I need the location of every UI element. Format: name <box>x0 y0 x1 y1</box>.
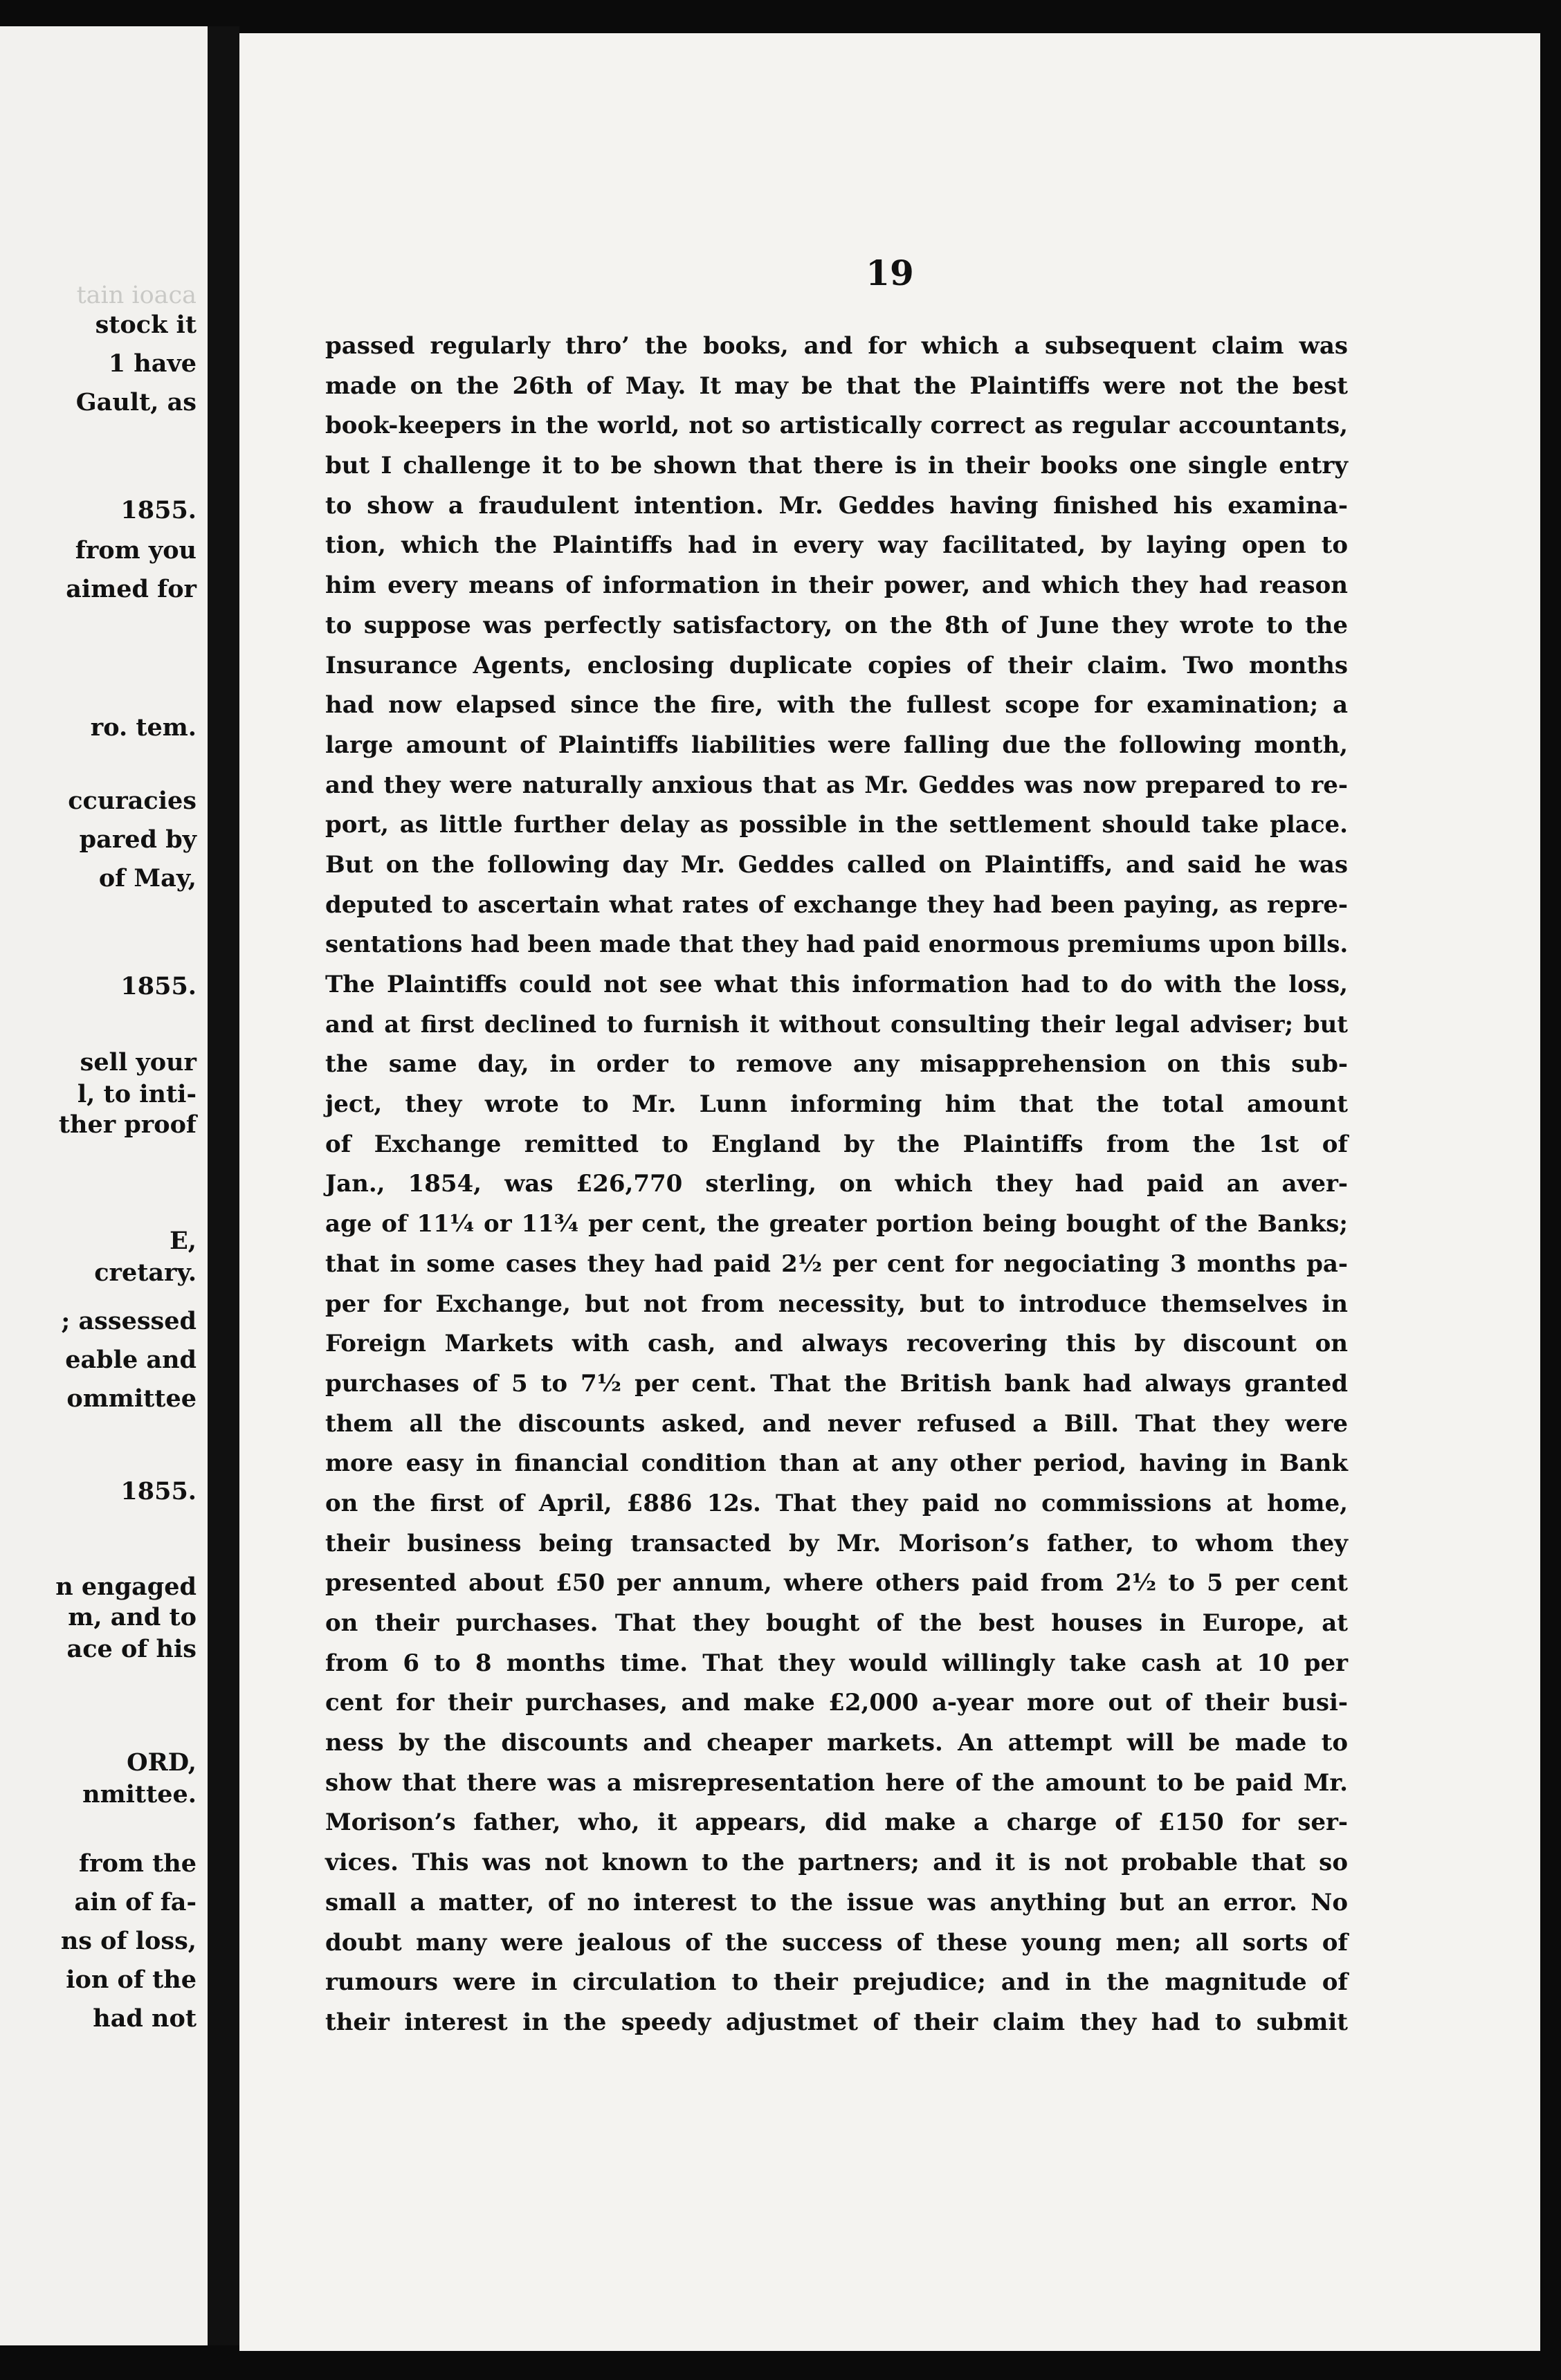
facing-page-text: 1855. <box>120 972 197 1000</box>
text-line: purchases of 5 to 7½ per cent. That the British bank had always granted <box>325 1369 1348 1398</box>
facing-page-text: aimed for <box>66 575 197 603</box>
page-number: 19 <box>866 253 914 293</box>
text-line: rumours were in circulation to their prejudice; and in the magnitude of <box>325 1968 1348 1997</box>
text-line: presented about £50 per annum, where others paid from 2½ to 5 per cent <box>325 1569 1348 1598</box>
text-line: to suppose was perfectly satisfactory, on the 8th of June they wrote to the <box>325 611 1348 639</box>
facing-page-text: from the <box>79 1849 197 1878</box>
facing-page-text: l, to inti- <box>77 1080 197 1108</box>
text-line: tion, which the Plaintiffs had in every way facilitated, by laying open to <box>325 531 1348 560</box>
text-line: Morison’s father, who, it appears, did make a charge of £150 for ser- <box>325 1809 1348 1837</box>
text-line: age of 11¼ or 11¾ per cent, the greater portion being bought of the Banks; <box>325 1210 1348 1238</box>
text-line: But on the following day Mr. Geddes called on Plaintiffs, and said he was <box>325 850 1348 879</box>
text-line: cent for their purchases, and make £2,000 a-year more out of their busi- <box>325 1689 1348 1717</box>
facing-page-text: ns of loss, <box>60 1927 197 1955</box>
facing-page-text: ccuracies <box>68 787 197 815</box>
facing-page-text: E, <box>170 1227 197 1255</box>
text-line: small a matter, of no interest to the issue was anything but an error. No <box>325 1888 1348 1916</box>
text-line: them all the discounts asked, and never refused a Bill. That they were <box>325 1409 1348 1438</box>
text-line: him every means of information in their power, and which they had reason <box>325 571 1348 600</box>
facing-page-text: ace of his <box>66 1635 197 1663</box>
body-text <box>325 327 1348 2043</box>
facing-page-text: sell your <box>80 1048 197 1077</box>
facing-page-text: stock it <box>95 311 197 339</box>
text-line: on their purchases. That they bought of the best houses in Europe, at <box>325 1609 1348 1637</box>
facing-page-text: Gault, as <box>75 388 197 416</box>
text-line: Jan., 1854, was £26,770 sterling, on which they had paid an aver- <box>325 1170 1348 1198</box>
text-line: the same day, in order to remove any misapprehension on this sub- <box>325 1050 1348 1079</box>
facing-page-text: tain ioaca <box>76 282 197 309</box>
book-gutter <box>208 26 239 2345</box>
facing-page-text: ther proof <box>58 1110 197 1139</box>
text-line: sentations had been made that they had paid enormous premiums upon bills. <box>325 931 1349 959</box>
facing-page-text: ro. tem. <box>90 713 197 742</box>
text-line: but I challenge it to be shown that there is in their books one single entry <box>325 452 1348 480</box>
text-line: per for Exchange, but not from necessity, but to introduce themselves in <box>325 1290 1348 1318</box>
facing-page-text: had not <box>93 2004 197 2033</box>
facing-page-text: cretary. <box>94 1258 197 1287</box>
facing-page-text: of May, <box>98 864 197 892</box>
facing-page-text: 1855. <box>120 1477 197 1505</box>
facing-page-text: from you <box>75 536 197 565</box>
facing-page-text: ; assessed <box>61 1307 197 1335</box>
text-line: show that there was a misrepresentation here of the amount to be paid Mr. <box>325 1768 1348 1797</box>
text-line: The Plaintiffs could not see what this information had to do with the loss, <box>325 971 1348 998</box>
facing-page-text: 1855. <box>120 496 197 524</box>
facing-page-text: ORD, <box>127 1748 197 1777</box>
text-line: doubt many were jealous of the success of these young men; all sorts of <box>325 1928 1348 1957</box>
text-line: more easy in financial condition than at any other period, having in Bank <box>325 1449 1348 1478</box>
document-page <box>239 33 1540 2351</box>
text-line: ness by the discounts and cheaper markets. An attempt will be made to <box>325 1729 1348 1757</box>
text-line: vices. This was not known to the partners; and it is not probable that so <box>325 1849 1348 1877</box>
text-line: deputed to ascertain what rates of exchange they had been paying, as repre- <box>325 890 1348 919</box>
text-line: and they were naturally anxious that as Mr. Geddes was now prepared to re- <box>325 771 1348 799</box>
text-line: had now elapsed since the fire, with the fullest scope for examination; a <box>325 691 1348 720</box>
facing-page-text: ommittee <box>66 1384 197 1413</box>
text-line: of Exchange remitted to England by the Plaintiffs from the 1st of <box>325 1130 1348 1158</box>
text-line: their interest in the speedy adjustmet of their claim they had to submit <box>325 2008 1348 2036</box>
text-line: and at first declined to furnish it without consulting their legal adviser; but <box>325 1010 1348 1038</box>
facing-page-text: ain of fa- <box>74 1888 197 1916</box>
facing-page-text: 1 have <box>108 349 197 378</box>
text-line: to show a fraudulent intention. Mr. Geddes having finished his examina- <box>325 491 1348 520</box>
text-line: large amount of Plaintiffs liabilities were falling due the following month, <box>325 731 1348 759</box>
text-line: port, as little further delay as possible in the settlement should take place. <box>325 811 1348 839</box>
text-line: that in some cases they had paid 2½ per cent for negociating 3 months pa- <box>325 1250 1348 1278</box>
facing-page-text: pared by <box>79 825 197 854</box>
facing-page-text: n engaged <box>55 1573 197 1601</box>
text-line: passed regularly thro’ the books, and for which a subsequent claim was <box>325 332 1348 360</box>
text-line: ject, they wrote to Mr. Lunn informing him that the total amount <box>325 1090 1348 1119</box>
facing-page-text: m, and to <box>68 1603 197 1631</box>
facing-page-text: eable and <box>65 1346 197 1374</box>
text-line: made on the 26th of May. It may be that the Plaintiffs were not the best <box>325 372 1348 400</box>
text-line: from 6 to 8 months time. That they would willingly take cash at 10 per <box>325 1649 1348 1677</box>
text-line: their business being transacted by Mr. Morison’s father, to whom they <box>325 1529 1348 1557</box>
facing-page-text: nmittee. <box>82 1780 197 1809</box>
text-line: Foreign Markets with cash, and always recovering this by discount on <box>325 1330 1348 1358</box>
text-line: on the first of April, £886 12s. That they paid no commissions at home, <box>325 1489 1348 1517</box>
facing-page-fragment <box>0 26 208 2345</box>
text-line: Insurance Agents, enclosing duplicate copies of their claim. Two months <box>325 651 1348 679</box>
facing-page-text: ion of the <box>66 1966 197 1994</box>
text-line: book-keepers in the world, not so artistically correct as regular accountants, <box>325 412 1348 440</box>
